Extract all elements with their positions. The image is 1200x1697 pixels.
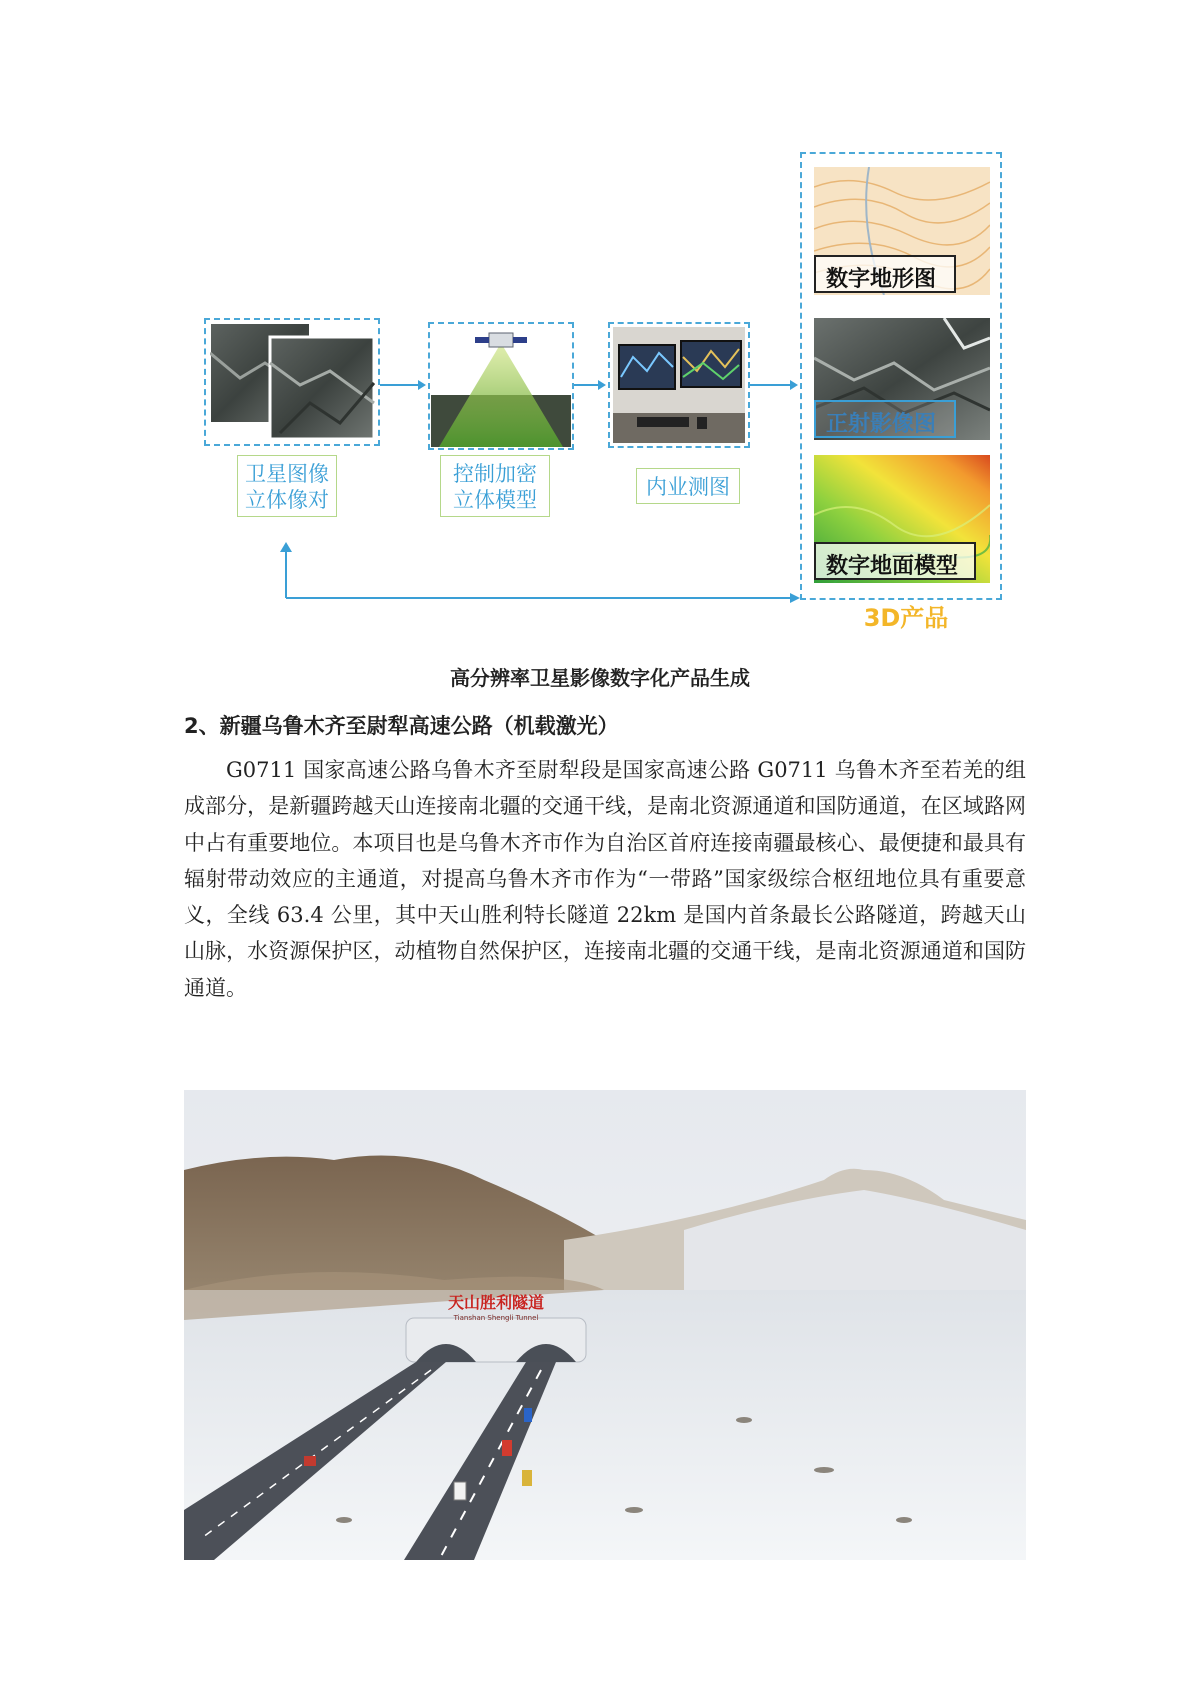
- feedback-loop-arrow: [274, 540, 804, 606]
- arrow-right-icon: [380, 378, 428, 392]
- step2-label: 控制加密 立体模型: [440, 455, 550, 517]
- step3-label: 内业测图: [636, 468, 740, 504]
- arrow-right-icon: [574, 378, 608, 392]
- figure-caption: 高分辨率卫星影像数字化产品生成: [450, 666, 750, 690]
- product-label-dem: 数字地面模型: [814, 542, 976, 580]
- workflow-diagram: [0, 0, 1200, 640]
- products-title: 3D产品: [863, 604, 949, 632]
- step1-label: 卫星图像 立体像对: [237, 455, 337, 517]
- body-paragraph: G0711 国家高速公路乌鲁木齐至尉犁段是国家高速公路 G0711 乌鲁木齐至若羌的组成部分，是新疆跨越天山连接南北疆的交通干线，是南北资源通道和国防通道，在区域路网中占有重要地位。本项目也是乌鲁木齐市作为自治区首府连接南疆最核心、最便捷和最具有辐射带动效应的主通道，对提高乌鲁木齐市作为“一带路”国家级综合枢纽地位具有重要意义，全线 63.4 公里，其中天山胜利特长隧道 22km 是国内首条最长公路隧道，跨越天山山脉，水资源保护区，动植物自然保护区，连接南北疆的交通干线，是南北资源通道和国防通道。: [184, 758, 1026, 1000]
- tunnel-entrance-photo: [184, 1090, 1026, 1560]
- section-heading: 2、新疆乌鲁木齐至尉犁高速公路（机载激光）: [184, 714, 619, 738]
- product-label-orthophoto: 正射影像图: [814, 400, 956, 438]
- tunnel-sign: 天山胜利隧道: [447, 1293, 545, 1312]
- stereo-model-image: [431, 325, 571, 447]
- stereo-pair-image: [210, 323, 376, 440]
- workstation-image: [613, 327, 745, 443]
- product-label-topographic: 数字地形图: [814, 255, 956, 293]
- tunnel-portal: [406, 1318, 586, 1362]
- arrow-right-icon: [750, 378, 800, 392]
- tunnel-sign-pinyin: Tianshan Shengli Tunnel: [453, 1314, 539, 1322]
